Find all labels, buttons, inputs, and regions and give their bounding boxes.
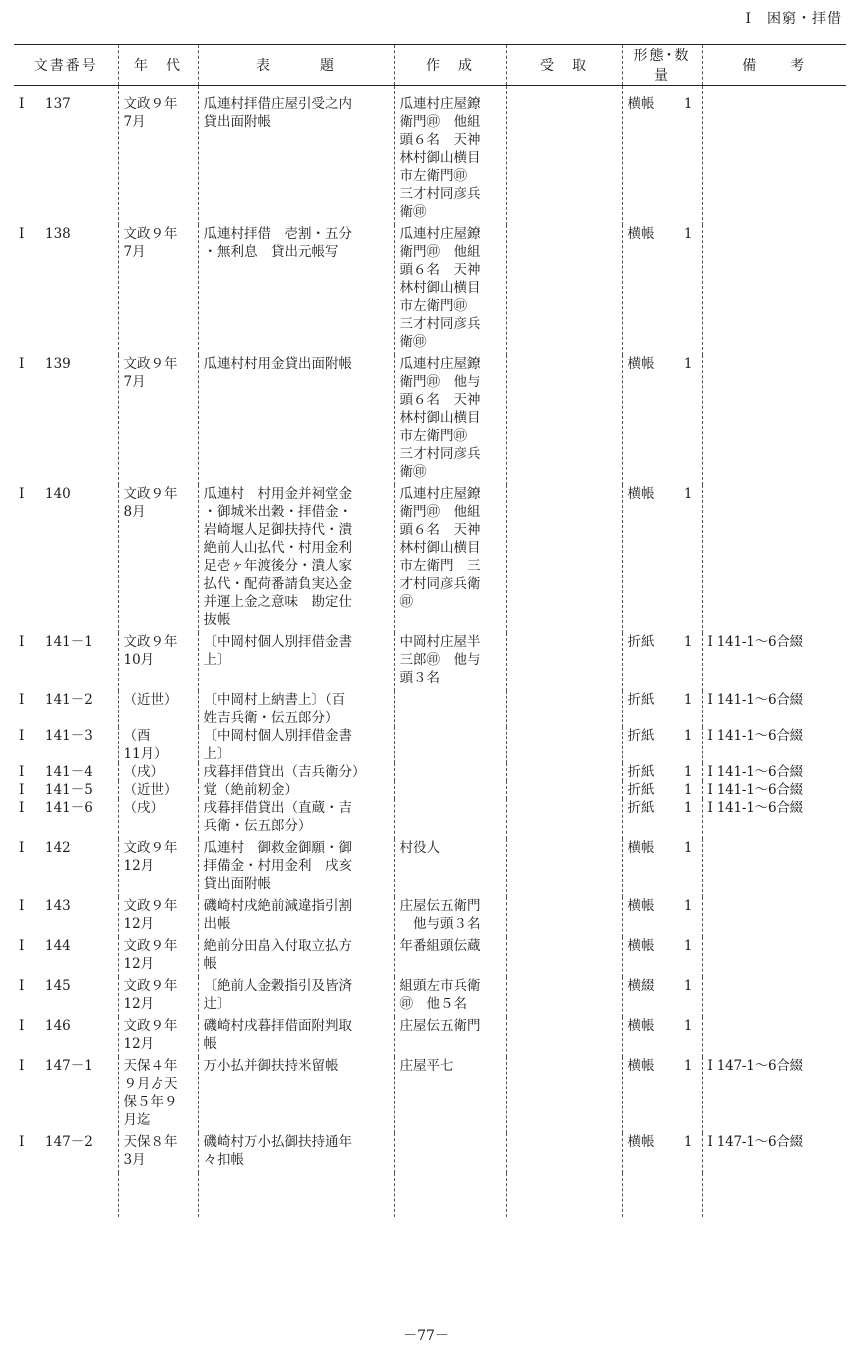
title-cell: 万小払并御扶持米留帳 <box>198 1057 394 1133</box>
form-type: 横帳 <box>627 898 655 914</box>
quantity: 1 <box>683 800 693 816</box>
series-prefix: I <box>19 898 25 914</box>
era-cell: 天保４年 ９月ゟ天 保５年９ 月迄 <box>118 1057 198 1133</box>
doc-number-cell <box>14 727 118 763</box>
form-cell <box>622 1057 702 1133</box>
recipient-cell <box>506 897 622 937</box>
table-row <box>14 897 846 937</box>
recipient-cell <box>506 977 622 1017</box>
title-cell: 磯崎村戌暮拝借面附判取 帳 <box>198 1017 394 1057</box>
form-cell <box>622 977 702 1017</box>
doc-number-cell <box>14 485 118 633</box>
form-cell <box>622 1133 702 1173</box>
quantity: 1 <box>683 1018 693 1034</box>
form-type: 横帳 <box>627 356 655 372</box>
page-number: －77－ <box>403 1328 449 1344</box>
title-cell: 瓜連村拝借 壱割・五分 ・無利息 貸出元帳写 <box>198 225 394 355</box>
author-cell: 瓜連村庄屋鐐 衛門㊞ 他与 頭６名 天神 林村御山横目 市左衛門㊞ 三才村同彦兵 衛㊞ <box>394 355 506 485</box>
note-cell <box>702 977 846 1017</box>
quantity: 1 <box>683 692 693 708</box>
title-cell: 瓜連村 村用金并祠堂金 ・御城米出穀・拝借金・ 岩崎堰人足御扶持代・潰 絶前人山払代・村用金利 足壱ヶ年渡後分・潰人家 払代・配荷番請負実込金 并運上金之意味 勘定仕 抜帳 <box>198 485 394 633</box>
era-cell: （戌） <box>118 763 198 781</box>
note-cell: I 141-1～6合綴 <box>702 763 846 781</box>
note-cell: I 141-1～6合綴 <box>702 633 846 691</box>
header-title: 表 題 <box>198 45 394 86</box>
form-cell <box>622 633 702 691</box>
form-cell <box>622 839 702 897</box>
author-cell: 組頭左市兵衛 ㊞ 他５名 <box>394 977 506 1017</box>
table-row <box>14 839 846 897</box>
form-type: 横帳 <box>627 1134 655 1150</box>
author-cell: 村役人 <box>394 839 506 897</box>
doc-number: 147－1 <box>45 1058 93 1074</box>
doc-number: 141－1 <box>45 634 93 650</box>
series-prefix: I <box>19 728 25 744</box>
header-note: 備 考 <box>702 45 846 86</box>
author-cell <box>394 1133 506 1173</box>
recipient-cell <box>506 727 622 763</box>
era-cell: 天保８年 3月 <box>118 1133 198 1173</box>
quantity: 1 <box>683 1134 693 1150</box>
author-cell: 年番組頭伝蔵 <box>394 937 506 977</box>
author-cell: 瓜連村庄屋鐐 衛門㊞ 他組 頭６名 天神 林村御山横目 市左衛門㊞ 三才村同彦兵 衛㊞ <box>394 225 506 355</box>
doc-number-cell <box>14 897 118 937</box>
recipient-cell <box>506 691 622 727</box>
form-type: 横帳 <box>627 840 655 856</box>
series-prefix: I <box>19 356 25 372</box>
doc-number-cell <box>14 1017 118 1057</box>
table-row <box>14 977 846 1017</box>
quantity: 1 <box>683 486 693 502</box>
author-cell: 庄屋伝五衛門 他与頭３名 <box>394 897 506 937</box>
recipient-cell <box>506 1017 622 1057</box>
era-cell: 文政９年 12月 <box>118 1017 198 1057</box>
form-type: 折紙 <box>627 782 655 798</box>
series-prefix: I <box>19 486 25 502</box>
title-cell: 覚（絶前籾金） <box>198 781 394 799</box>
form-cell <box>622 799 702 839</box>
empty-cell <box>622 1173 702 1217</box>
doc-number: 147－2 <box>45 1134 93 1150</box>
title-cell: 戌暮拝借貸出（吉兵衛分） <box>198 763 394 781</box>
doc-number: 140 <box>45 486 71 502</box>
recipient-cell <box>506 839 622 897</box>
form-type: 横帳 <box>627 486 655 502</box>
recipient-cell <box>506 86 622 226</box>
form-cell <box>622 937 702 977</box>
era-cell: （酉 11月） <box>118 727 198 763</box>
doc-number-cell <box>14 355 118 485</box>
table-row <box>14 799 846 839</box>
empty-cell <box>118 1173 198 1217</box>
table-row <box>14 781 846 799</box>
quantity: 1 <box>683 938 693 954</box>
doc-number: 141－6 <box>45 800 93 816</box>
doc-number: 137 <box>45 96 71 112</box>
table-row <box>14 1017 846 1057</box>
recipient-cell <box>506 781 622 799</box>
header-row <box>14 45 846 86</box>
recipient-cell <box>506 1057 622 1133</box>
form-type: 折紙 <box>627 800 655 816</box>
table-row <box>14 225 846 355</box>
series-prefix: I <box>19 692 25 708</box>
doc-number-cell <box>14 781 118 799</box>
title-cell: 絶前分田畠入付取立払方 帳 <box>198 937 394 977</box>
era-cell: （戌） <box>118 799 198 839</box>
doc-number: 144 <box>45 938 71 954</box>
empty-cell <box>198 1173 394 1217</box>
form-type: 横綴 <box>627 978 655 994</box>
note-cell <box>702 225 846 355</box>
series-prefix: I <box>19 764 25 780</box>
header-form: 形態･数量 <box>622 45 702 86</box>
series-prefix: I <box>19 1018 25 1034</box>
series-prefix: I <box>19 96 25 112</box>
quantity: 1 <box>683 226 693 242</box>
note-cell <box>702 1017 846 1057</box>
title-cell: 瓜連村 御救金御願・御 拝備金・村用金利 戌亥 貸出面附帳 <box>198 839 394 897</box>
quantity: 1 <box>683 764 693 780</box>
doc-number: 145 <box>45 978 71 994</box>
author-cell: 瓜連村庄屋鐐 衛門㊞ 他組 頭６名 天神 林村御山横目 市左衛門㊞ 三才村同彦兵 衛㊞ <box>394 86 506 226</box>
author-cell <box>394 727 506 763</box>
era-cell: 文政９年 12月 <box>118 839 198 897</box>
note-cell <box>702 355 846 485</box>
series-prefix: I <box>19 800 25 816</box>
quantity: 1 <box>683 782 693 798</box>
form-type: 折紙 <box>627 728 655 744</box>
recipient-cell <box>506 937 622 977</box>
table-row <box>14 1133 846 1173</box>
empty-cell <box>394 1173 506 1217</box>
note-cell: I 141-1～6合綴 <box>702 691 846 727</box>
doc-number: 139 <box>45 356 71 372</box>
doc-number: 141－5 <box>45 782 93 798</box>
note-cell: I 141-1～6合綴 <box>702 781 846 799</box>
header-recipient: 受 取 <box>506 45 622 86</box>
header-era: 年 代 <box>118 45 198 86</box>
era-cell: 文政９年 12月 <box>118 937 198 977</box>
form-type: 横帳 <box>627 938 655 954</box>
form-cell <box>622 897 702 937</box>
doc-number: 142 <box>45 840 71 856</box>
note-cell <box>702 897 846 937</box>
era-cell: 文政９年 8月 <box>118 485 198 633</box>
recipient-cell <box>506 763 622 781</box>
header-author: 作 成 <box>394 45 506 86</box>
quantity: 1 <box>683 634 693 650</box>
title-cell: 瓜連村拝借庄屋引受之内 貸出面附帳 <box>198 86 394 226</box>
era-cell: 文政９年 12月 <box>118 897 198 937</box>
form-cell <box>622 485 702 633</box>
form-type: 折紙 <box>627 764 655 780</box>
doc-number-cell <box>14 937 118 977</box>
author-cell: 中岡村庄屋半 三郎㊞ 他与 頭３名 <box>394 633 506 691</box>
table-row <box>14 355 846 485</box>
form-cell <box>622 1017 702 1057</box>
era-cell: 文政９年 10月 <box>118 633 198 691</box>
doc-number-cell <box>14 763 118 781</box>
form-type: 横帳 <box>627 1058 655 1074</box>
doc-number: 146 <box>45 1018 71 1034</box>
author-cell <box>394 691 506 727</box>
quantity: 1 <box>683 1058 693 1074</box>
form-cell <box>622 763 702 781</box>
table-row <box>14 1057 846 1133</box>
table-row <box>14 763 846 781</box>
author-cell <box>394 781 506 799</box>
quantity: 1 <box>683 356 693 372</box>
doc-number-cell <box>14 799 118 839</box>
doc-number-cell <box>14 839 118 897</box>
doc-number: 141－3 <box>45 728 93 744</box>
form-type: 折紙 <box>627 692 655 708</box>
empty-cell <box>506 1173 622 1217</box>
form-type: 横帳 <box>627 96 655 112</box>
recipient-cell <box>506 1133 622 1173</box>
series-prefix: I <box>19 782 25 798</box>
author-cell: 瓜連村庄屋鐐 衛門㊞ 他組 頭６名 天神 林村御山横目 市左衛門 三 才村同彦兵衛 ㊞ <box>394 485 506 633</box>
author-cell: 庄屋平七 <box>394 1057 506 1133</box>
form-cell <box>622 355 702 485</box>
era-cell: （近世） <box>118 781 198 799</box>
doc-number: 138 <box>45 226 71 242</box>
series-prefix: I <box>19 1134 25 1150</box>
title-cell: 〔中岡村個人別拝借金書 上〕 <box>198 727 394 763</box>
catalog-table <box>14 44 846 1217</box>
catalog-body <box>14 86 846 1218</box>
series-prefix: I <box>19 226 25 242</box>
recipient-cell <box>506 633 622 691</box>
table-row <box>14 86 846 226</box>
recipient-cell <box>506 485 622 633</box>
quantity: 1 <box>683 728 693 744</box>
empty-cell <box>702 1173 846 1217</box>
table-row <box>14 633 846 691</box>
doc-number-cell <box>14 1057 118 1133</box>
note-cell: I 141-1～6合綴 <box>702 799 846 839</box>
author-cell: 庄屋伝五衛門 <box>394 1017 506 1057</box>
doc-number: 143 <box>45 898 71 914</box>
table-row <box>14 691 846 727</box>
title-cell: 瓜連村村用金貸出面附帳 <box>198 355 394 485</box>
recipient-cell <box>506 799 622 839</box>
series-prefix: I <box>19 1058 25 1074</box>
author-cell <box>394 799 506 839</box>
title-cell: 磯崎村万小払御扶持通年 々扣帳 <box>198 1133 394 1173</box>
doc-number-cell <box>14 977 118 1017</box>
title-cell: 〔中岡村上納書上〕（百 姓吉兵衛・伝五郎分） <box>198 691 394 727</box>
doc-number: 141－2 <box>45 692 93 708</box>
recipient-cell <box>506 225 622 355</box>
note-cell <box>702 839 846 897</box>
note-cell: I 147-1～6合綴 <box>702 1133 846 1173</box>
doc-number-cell <box>14 633 118 691</box>
series-prefix: I <box>19 938 25 954</box>
note-cell <box>702 86 846 226</box>
form-type: 横帳 <box>627 226 655 242</box>
table-tail-row <box>14 1173 846 1217</box>
doc-number-cell <box>14 86 118 226</box>
era-cell: 文政９年 7月 <box>118 355 198 485</box>
header-no: 文書番号 <box>14 45 118 86</box>
note-cell: I 141-1～6合綴 <box>702 727 846 763</box>
doc-number: 141－4 <box>45 764 93 780</box>
series-prefix: I <box>19 978 25 994</box>
author-cell <box>394 763 506 781</box>
quantity: 1 <box>683 840 693 856</box>
doc-number-cell <box>14 1133 118 1173</box>
title-cell: 〔絶前人金穀指引及皆済 辻〕 <box>198 977 394 1017</box>
recipient-cell <box>506 355 622 485</box>
table-row <box>14 485 846 633</box>
era-cell: 文政９年 7月 <box>118 225 198 355</box>
quantity: 1 <box>683 978 693 994</box>
note-cell <box>702 937 846 977</box>
form-type: 横帳 <box>627 1018 655 1034</box>
form-type: 折紙 <box>627 634 655 650</box>
running-head: I 困窮・拝借 <box>745 11 842 27</box>
form-cell <box>622 727 702 763</box>
title-cell: 磯崎村戌絶前減違指引割 出帳 <box>198 897 394 937</box>
form-cell <box>622 225 702 355</box>
form-cell <box>622 86 702 226</box>
note-cell <box>702 485 846 633</box>
title-cell: 戌暮拝借貸出（直蔵・吉 兵衛・伝五郎分） <box>198 799 394 839</box>
era-cell: 文政９年 12月 <box>118 977 198 1017</box>
form-cell <box>622 781 702 799</box>
quantity: 1 <box>683 898 693 914</box>
form-cell <box>622 691 702 727</box>
era-cell: （近世） <box>118 691 198 727</box>
series-prefix: I <box>19 634 25 650</box>
era-cell: 文政９年 7月 <box>118 86 198 226</box>
quantity: 1 <box>683 96 693 112</box>
series-prefix: I <box>19 840 25 856</box>
table-row <box>14 727 846 763</box>
doc-number-cell <box>14 691 118 727</box>
title-cell: 〔中岡村個人別拝借金書 上〕 <box>198 633 394 691</box>
doc-number-cell <box>14 225 118 355</box>
table-row <box>14 937 846 977</box>
empty-cell <box>14 1173 118 1217</box>
note-cell: I 147-1～6合綴 <box>702 1057 846 1133</box>
